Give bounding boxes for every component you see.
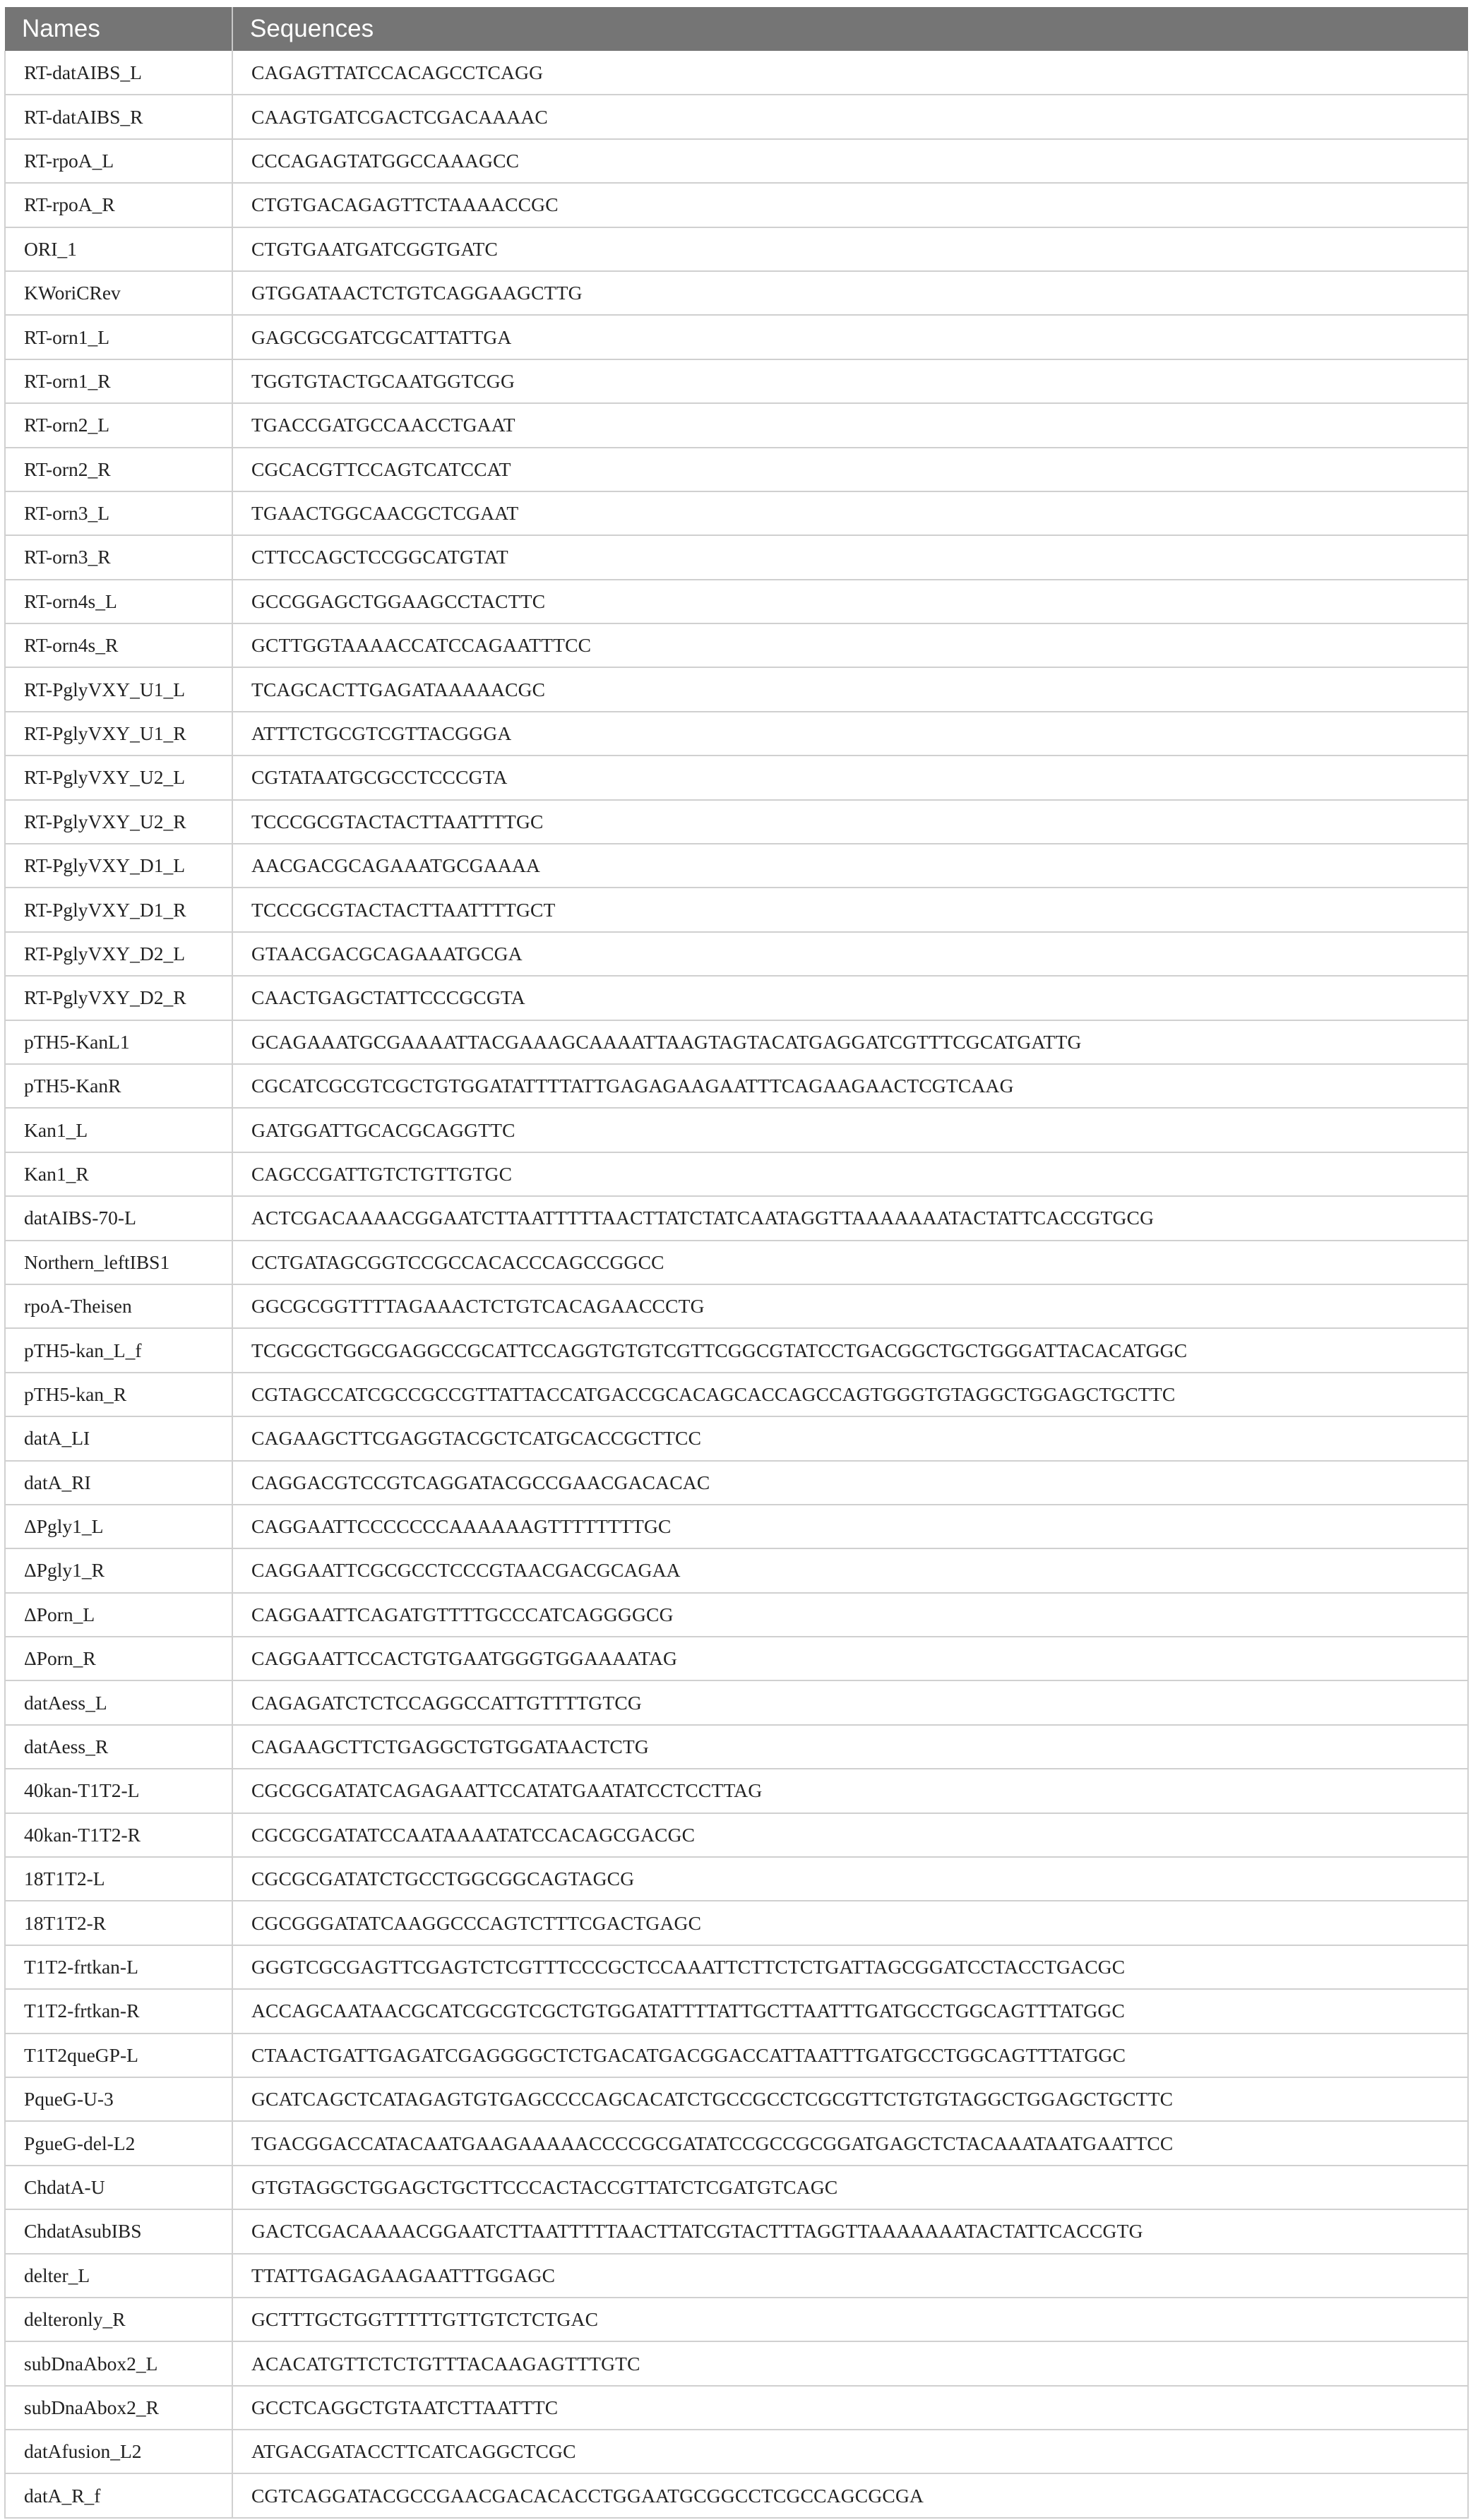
primer-name-cell: RT-PglyVXY_U1_L — [5, 667, 232, 711]
primer-table — [4, 7, 1469, 2519]
primer-sequence-cell: CAGAGATCTCTCCAGGCCATTGTTTTGTCG — [232, 1680, 1468, 1724]
primer-sequence-cell: CTAACTGATTGAGATCGAGGGGCTCTGACATGACGGACCATTAATTTGATGCCTGGCAGTTTATGGC — [232, 2034, 1468, 2077]
primer-sequence-cell: GACTCGACAAAACGGAATCTTAATTTTTAACTTATCGTACTTTAGGTTAAAAAAATACTATTCACCGTG — [232, 2209, 1468, 2253]
primer-name-cell: RT-orn4s_L — [5, 580, 232, 623]
primer-name-cell: PgueG-del-L2 — [5, 2121, 232, 2165]
primer-name-cell: 40kan-T1T2-R — [5, 1813, 232, 1857]
table-row — [5, 2166, 1468, 2209]
table-row — [5, 227, 1468, 271]
table-row — [5, 1284, 1468, 1328]
primer-sequence-cell: TCCCGCGTACTACTTAATTTTGC — [232, 800, 1468, 844]
table-row — [5, 1241, 1468, 1284]
table-row — [5, 2473, 1468, 2517]
primer-name-cell: RT-rpoA_R — [5, 183, 232, 227]
primer-sequence-cell: TCAGCACTTGAGATAAAAACGC — [232, 667, 1468, 711]
primer-sequence-cell: TGGTGTACTGCAATGGTCGG — [232, 359, 1468, 403]
primer-sequence-cell: GCATCAGCTCATAGAGTGTGAGCCCCAGCACATCTGCCGCCTCGCGTTCTGTGTAGGCTGGAGCTGCTTC — [232, 2077, 1468, 2121]
table-row — [5, 403, 1468, 447]
primer-name-cell: RT-orn3_L — [5, 491, 232, 535]
primer-name-cell: rpoA-Theisen — [5, 1284, 232, 1328]
table-row — [5, 1020, 1468, 1064]
primer-name-cell: ORI_1 — [5, 227, 232, 271]
primer-name-cell: RT-orn2_L — [5, 403, 232, 447]
primer-sequence-cell: CAGGAATTCGCGCCTCCCGTAACGACGCAGAA — [232, 1548, 1468, 1592]
primer-name-cell: RT-PglyVXY_D2_L — [5, 932, 232, 976]
header-row — [5, 7, 1468, 51]
table-row — [5, 2254, 1468, 2298]
table-row — [5, 139, 1468, 183]
table-row — [5, 1725, 1468, 1769]
primer-sequence-cell: CGCGCGATATCAGAGAATTCCATATGAATATCCTCCTTAG — [232, 1769, 1468, 1813]
table-row — [5, 2209, 1468, 2253]
table-row — [5, 1064, 1468, 1108]
table-row — [5, 1505, 1468, 1548]
table-row — [5, 1416, 1468, 1460]
table-row — [5, 756, 1468, 799]
primer-sequence-cell: CGCGCGATATCCAATAAAATATCCACAGCGACGC — [232, 1813, 1468, 1857]
primer-sequence-cell: TCCCGCGTACTACTTAATTTTGCT — [232, 888, 1468, 931]
primer-sequence-cell: CGCGGGATATCAAGGCCCAGTCTTTCGACTGAGC — [232, 1901, 1468, 1945]
primer-name-cell: datA_LI — [5, 1416, 232, 1460]
primer-name-cell: RT-datAIBS_R — [5, 95, 232, 138]
table-row — [5, 1813, 1468, 1857]
primer-name-cell: ΔPorn_R — [5, 1637, 232, 1680]
table-row — [5, 1901, 1468, 1945]
table-row — [5, 844, 1468, 888]
table-row — [5, 800, 1468, 844]
primer-sequence-cell: CAGGACGTCCGTCAGGATACGCCGAACGACACAC — [232, 1461, 1468, 1505]
primer-sequence-cell: CAGAAGCTTCGAGGTACGCTCATGCACCGCTTCC — [232, 1416, 1468, 1460]
primer-sequence-cell: ACTCGACAAAACGGAATCTTAATTTTTAACTTATCTATCAATAGGTTAAAAAAATACTATTCACCGTGCG — [232, 1196, 1468, 1240]
primer-name-cell: RT-orn2_R — [5, 448, 232, 491]
primer-name-cell: RT-orn4s_R — [5, 623, 232, 667]
table-row — [5, 491, 1468, 535]
primer-name-cell: RT-PglyVXY_U1_R — [5, 712, 232, 756]
primer-name-cell: pTH5-kan_L_f — [5, 1328, 232, 1372]
header-names: Names — [5, 7, 232, 51]
primer-sequence-cell: GCAGAAATGCGAAAATTACGAAAGCAAAATTAAGTAGTACATGAGGATCGTTTCGCATGATTG — [232, 1020, 1468, 1064]
table-body — [5, 51, 1468, 2518]
table-row — [5, 2341, 1468, 2385]
primer-name-cell: T1T2queGP-L — [5, 2034, 232, 2077]
primer-sequence-cell: CCCAGAGTATGGCCAAAGCC — [232, 139, 1468, 183]
primer-sequence-cell: TGAACTGGCAACGCTCGAAT — [232, 491, 1468, 535]
primer-name-cell: 18T1T2-L — [5, 1857, 232, 1901]
table-row — [5, 271, 1468, 315]
primer-sequence-cell: CCTGATAGCGGTCCGCCACACCCAGCCGGCC — [232, 1241, 1468, 1284]
primer-sequence-cell: ACCAGCAATAACGCATCGCGTCGCTGTGGATATTTTATTGCTTAATTTGATGCCTGGCAGTTTATGGC — [232, 1989, 1468, 2033]
primer-name-cell: RT-PglyVXY_U2_R — [5, 800, 232, 844]
primer-sequence-cell: CAACTGAGCTATTCCCGCGTA — [232, 976, 1468, 1020]
primer-sequence-cell: GTAACGACGCAGAAATGCGA — [232, 932, 1468, 976]
table-row — [5, 888, 1468, 931]
table-row — [5, 2121, 1468, 2165]
primer-sequence-cell: TGACGGACCATACAATGAAGAAAAACCCCGCGATATCCGCCGCGGATGAGCTCTACAAATAATGAATTCC — [232, 2121, 1468, 2165]
table-row — [5, 1152, 1468, 1196]
primer-name-cell: datA_RI — [5, 1461, 232, 1505]
primer-sequence-cell: TCGCGCTGGCGAGGCCGCATTCCAGGTGTGTCGTTCGGCGTATCCTGACGGCTGCTGGGATTACACATGGC — [232, 1328, 1468, 1372]
primer-sequence-cell: GCCTCAGGCTGTAATCTTAATTTC — [232, 2386, 1468, 2430]
primer-name-cell: Northern_leftIBS1 — [5, 1241, 232, 1284]
primer-sequence-cell: TGACCGATGCCAACCTGAAT — [232, 403, 1468, 447]
primer-sequence-cell: CGCATCGCGTCGCTGTGGATATTTTATTGAGAGAAGAATTTCAGAAGAACTCGTCAAG — [232, 1064, 1468, 1108]
table-row — [5, 712, 1468, 756]
table-row — [5, 2430, 1468, 2473]
primer-name-cell: pTH5-KanL1 — [5, 1020, 232, 1064]
primer-sequence-cell: CGTCAGGATACGCCGAACGACACACCTGGAATGCGGCCTCGCCAGCGCGA — [232, 2473, 1468, 2517]
primer-name-cell: RT-PglyVXY_D2_R — [5, 976, 232, 1020]
table-row — [5, 2298, 1468, 2341]
table-row — [5, 1196, 1468, 1240]
primer-name-cell: KWoriCRev — [5, 271, 232, 315]
primer-sequence-cell: CAGGAATTCAGATGTTTTGCCCATCAGGGGCG — [232, 1593, 1468, 1637]
table-row — [5, 1637, 1468, 1680]
table-row — [5, 2386, 1468, 2430]
primer-sequence-cell: CAGCCGATTGTCTGTTGTGC — [232, 1152, 1468, 1196]
table-row — [5, 51, 1468, 95]
primer-sequence-cell: ACACATGTTCTCTGTTTACAAGAGTTTGTC — [232, 2341, 1468, 2385]
table-row — [5, 1680, 1468, 1724]
primer-name-cell: datAess_L — [5, 1680, 232, 1724]
primer-name-cell: ΔPgly1_L — [5, 1505, 232, 1548]
primer-name-cell: pTH5-kan_R — [5, 1373, 232, 1416]
primer-sequence-cell: GATGGATTGCACGCAGGTTC — [232, 1108, 1468, 1152]
primer-name-cell: ΔPgly1_R — [5, 1548, 232, 1592]
primer-sequence-cell: GGGTCGCGAGTTCGAGTCTCGTTTCCCGCTCCAAATTCTTCTCTGATTAGCGGATCCTACCTGACGC — [232, 1945, 1468, 1989]
primer-sequence-cell: ATTTCTGCGTCGTTACGGGA — [232, 712, 1468, 756]
primer-sequence-cell: GCCGGAGCTGGAAGCCTACTTC — [232, 580, 1468, 623]
primer-sequence-cell: CAGAAGCTTCTGAGGCTGTGGATAACTCTG — [232, 1725, 1468, 1769]
primer-name-cell: delteronly_R — [5, 2298, 232, 2341]
primer-name-cell: RT-datAIBS_L — [5, 51, 232, 95]
primer-sequence-cell: CGTATAATGCGCCTCCCGTA — [232, 756, 1468, 799]
primer-sequence-cell: TTATTGAGAGAAGAATTTGGAGC — [232, 2254, 1468, 2298]
table-row — [5, 932, 1468, 976]
primer-sequence-cell: CGTAGCCATCGCCGCCGTTATTACCATGACCGCACAGCACCAGCCAGTGGGTGTAGGCTGGAGCTGCTTC — [232, 1373, 1468, 1416]
primer-name-cell: subDnaAbox2_R — [5, 2386, 232, 2430]
table-row — [5, 2034, 1468, 2077]
table-row — [5, 1945, 1468, 1989]
table-row — [5, 580, 1468, 623]
table-row — [5, 623, 1468, 667]
table-row — [5, 1548, 1468, 1592]
primer-name-cell: datAfusion_L2 — [5, 2430, 232, 2473]
table-row — [5, 1328, 1468, 1372]
primer-name-cell: T1T2-frtkan-L — [5, 1945, 232, 1989]
table-row — [5, 667, 1468, 711]
primer-name-cell: ΔPorn_L — [5, 1593, 232, 1637]
table-row — [5, 183, 1468, 227]
primer-sequence-cell: GGCGCGGTTTTAGAAACTCTGTCACAGAACCCTG — [232, 1284, 1468, 1328]
table-row — [5, 1769, 1468, 1813]
primer-sequence-cell: CTGTGACAGAGTTCTAAAACCGC — [232, 183, 1468, 227]
table-row — [5, 976, 1468, 1020]
primer-name-cell: RT-orn3_R — [5, 535, 232, 579]
primer-sequence-cell: CGCGCGATATCTGCCTGGCGGCAGTAGCG — [232, 1857, 1468, 1901]
table-row — [5, 1461, 1468, 1505]
primer-name-cell: 40kan-T1T2-L — [5, 1769, 232, 1813]
primer-sequence-cell: CTTCCAGCTCCGGCATGTAT — [232, 535, 1468, 579]
table-row — [5, 1989, 1468, 2033]
table-row — [5, 1593, 1468, 1637]
table-row — [5, 1857, 1468, 1901]
table-row — [5, 315, 1468, 359]
primer-name-cell: T1T2-frtkan-R — [5, 1989, 232, 2033]
primer-sequence-cell: GCTTGGTAAAACCATCCAGAATTTCC — [232, 623, 1468, 667]
primer-table-container — [4, 7, 1469, 2519]
header-sequences: Sequences — [250, 15, 374, 42]
primer-sequence-cell: ATGACGATACCTTCATCAGGCTCGC — [232, 2430, 1468, 2473]
table-row — [5, 1373, 1468, 1416]
primer-name-cell: RT-orn1_L — [5, 315, 232, 359]
table-row — [5, 95, 1468, 138]
table-row — [5, 448, 1468, 491]
primer-sequence-cell: GTGGATAACTCTGTCAGGAAGCTTG — [232, 271, 1468, 315]
primer-name-cell: 18T1T2-R — [5, 1901, 232, 1945]
primer-name-cell: RT-rpoA_L — [5, 139, 232, 183]
primer-sequence-cell: CAGGAATTCCCCCCCAAAAAAGTTTTTTTTGC — [232, 1505, 1468, 1548]
primer-sequence-cell: CAGGAATTCCACTGTGAATGGGTGGAAAATAG — [232, 1637, 1468, 1680]
primer-sequence-cell: CGCACGTTCCAGTCATCCAT — [232, 448, 1468, 491]
primer-sequence-cell: AACGACGCAGAAATGCGAAAA — [232, 844, 1468, 888]
primer-sequence-cell: CAGAGTTATCCACAGCCTCAGG — [232, 51, 1468, 95]
primer-name-cell: RT-orn1_R — [5, 359, 232, 403]
table-row — [5, 2077, 1468, 2121]
primer-sequence-cell: CTGTGAATGATCGGTGATC — [232, 227, 1468, 271]
primer-name-cell: datAess_R — [5, 1725, 232, 1769]
primer-name-cell: ChdatA-U — [5, 2166, 232, 2209]
primer-name-cell: Kan1_L — [5, 1108, 232, 1152]
primer-sequence-cell: GTGTAGGCTGGAGCTGCTTCCCACTACCGTTATCTCGATGTCAGC — [232, 2166, 1468, 2209]
primer-name-cell: Kan1_R — [5, 1152, 232, 1196]
primer-name-cell: datA_R_f — [5, 2473, 232, 2517]
primer-sequence-cell: GAGCGCGATCGCATTATTGA — [232, 315, 1468, 359]
primer-sequence-cell: CAAGTGATCGACTCGACAAAAC — [232, 95, 1468, 138]
table-row — [5, 359, 1468, 403]
primer-name-cell: delter_L — [5, 2254, 232, 2298]
table-header — [5, 7, 1468, 51]
table-row — [5, 535, 1468, 579]
primer-name-cell: RT-PglyVXY_U2_L — [5, 756, 232, 799]
primer-name-cell: subDnaAbox2_L — [5, 2341, 232, 2385]
table-row — [5, 1108, 1468, 1152]
primer-name-cell: datAIBS-70-L — [5, 1196, 232, 1240]
primer-name-cell: ChdatAsubIBS — [5, 2209, 232, 2253]
primer-name-cell: pTH5-KanR — [5, 1064, 232, 1108]
primer-sequence-cell: GCTTTGCTGGTTTTTGTTGTCTCTGAC — [232, 2298, 1468, 2341]
primer-name-cell: PqueG-U-3 — [5, 2077, 232, 2121]
primer-name-cell: RT-PglyVXY_D1_L — [5, 844, 232, 888]
primer-name-cell: RT-PglyVXY_D1_R — [5, 888, 232, 931]
